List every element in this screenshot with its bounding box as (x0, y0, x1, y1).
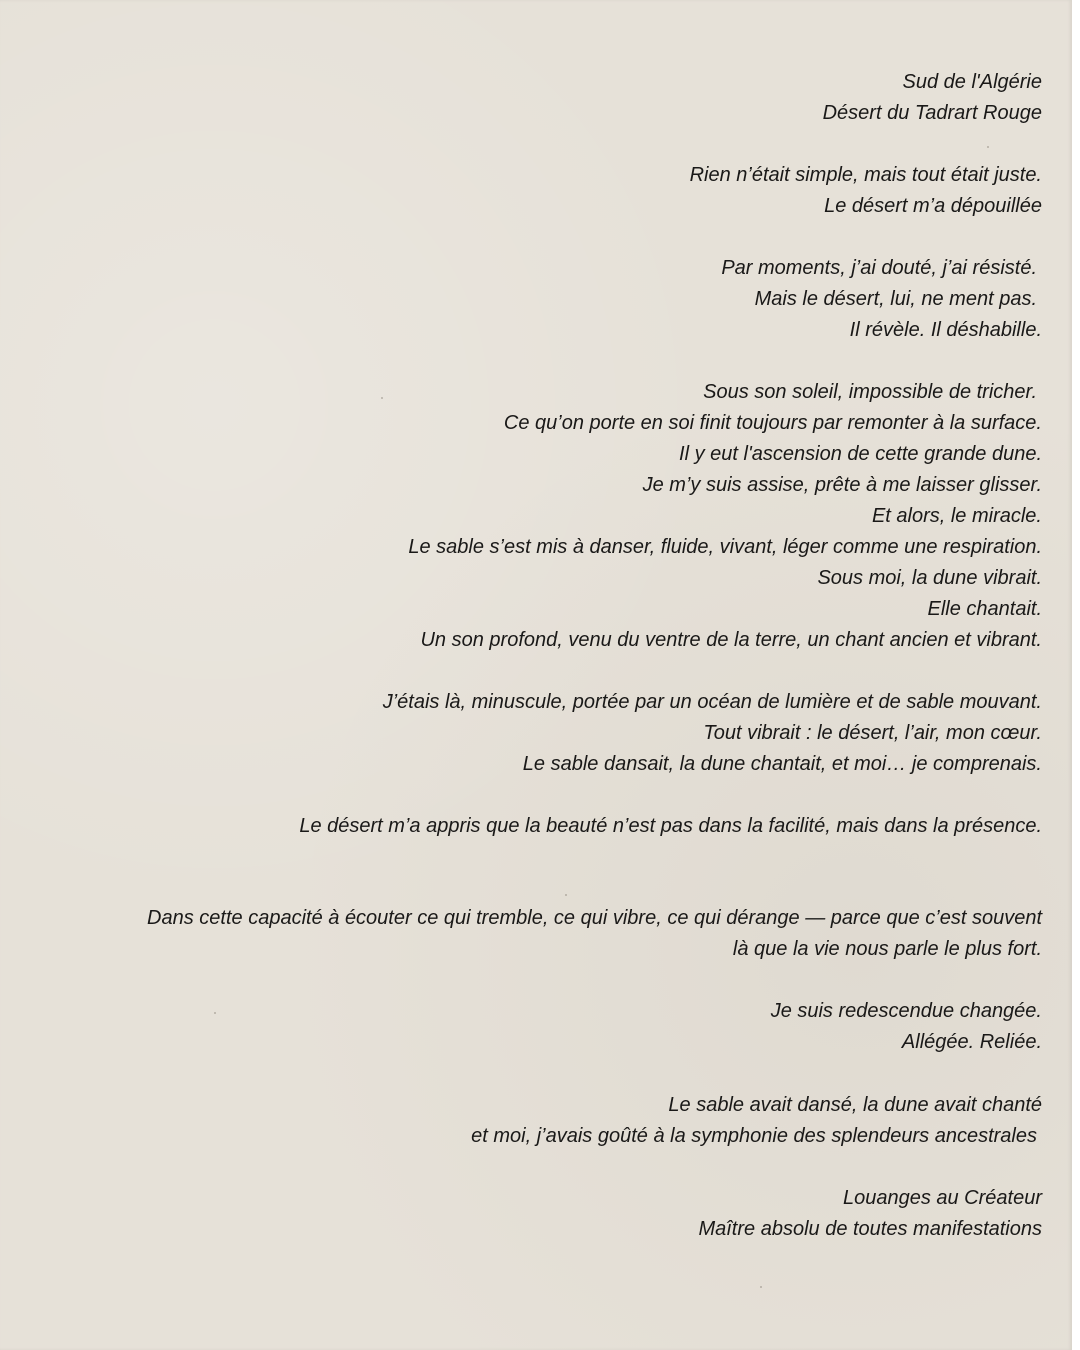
poem-line: et moi, j’avais goûté à la symphonie des splendeurs ancestrales (471, 1125, 1037, 1147)
paper-speck (987, 146, 989, 148)
poem-line: Je suis redescendue changée. (770, 1000, 1042, 1022)
poem-line: Elle chantait. (927, 598, 1042, 620)
poem-line: Allégée. Reliée. (901, 1031, 1042, 1053)
poem-line: Je m’y suis assise, prête à me laisser glisser. (642, 474, 1042, 496)
closing-line: Maître absolu de toutes manifestations (698, 1218, 1042, 1240)
poem-line: Il révèle. Il déshabille. (849, 319, 1042, 341)
poem-line: Sous son soleil, impossible de tricher. (703, 381, 1037, 403)
poem-line: Sous moi, la dune vibrait. (817, 567, 1042, 589)
location-desert: Désert du Tadrart Rouge (822, 102, 1042, 124)
poem-line: Dans cette capacité à écouter ce qui tremble, ce qui vibre, ce qui dérange — parce que c’est souvent (147, 907, 1042, 929)
poem-line: là que la vie nous parle le plus fort. (732, 938, 1042, 960)
poem-line: Tout vibrait : le désert, l’air, mon cœur. (703, 722, 1042, 744)
location-region: Sud de l'Algérie (902, 71, 1042, 93)
page-edge (1072, 0, 1080, 1350)
paper-speck (760, 1286, 762, 1288)
poem-line: Le sable dansait, la dune chantait, et moi… je comprenais. (522, 753, 1042, 775)
poem-line: Le désert m’a dépouillée (824, 195, 1042, 217)
poem-line: Un son profond, venu du ventre de la terre, un chant ancien et vibrant. (420, 629, 1042, 651)
poem-line: Ce qu’on porte en soi finit toujours par remonter à la surface. (503, 412, 1042, 434)
poem-line: Le désert m’a appris que la beauté n’est pas dans la facilité, mais dans la présence. (299, 815, 1042, 837)
poem-line: Mais le désert, lui, ne ment pas. (754, 288, 1037, 310)
closing-line: Louanges au Créateur (842, 1187, 1042, 1209)
poem-line: Rien n’était simple, mais tout était juste. (689, 164, 1042, 186)
poem-line: Le sable avait dansé, la dune avait chanté (668, 1094, 1042, 1116)
paper-speck (565, 894, 567, 896)
poem-line: J’étais là, minuscule, portée par un océan de lumière et de sable mouvant. (382, 691, 1042, 713)
poem-line: Et alors, le miracle. (871, 505, 1042, 527)
poem-line: Il y eut l'ascension de cette grande dune. (679, 443, 1042, 465)
poem-line: Par moments, j’ai douté, j’ai résisté. (721, 257, 1037, 279)
poem-line: Le sable s’est mis à danser, fluide, vivant, léger comme une respiration. (408, 536, 1042, 558)
